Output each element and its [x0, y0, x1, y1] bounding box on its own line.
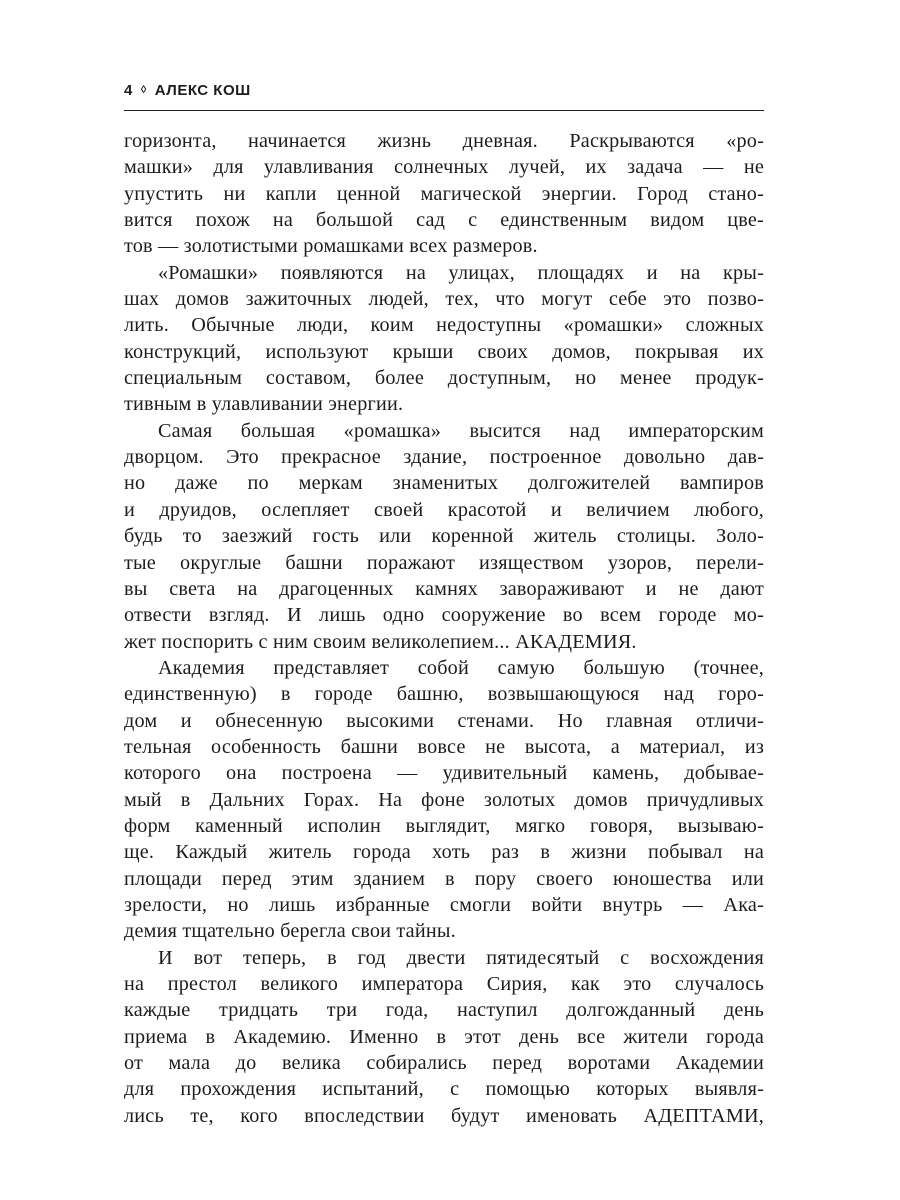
text-line: специальным составом, более доступным, но менее продук- — [124, 367, 764, 390]
text-line: упустить ни капли ценной магической энергии. Город стано- — [124, 182, 764, 205]
text-line: шах домов зажиточных людей, тех, что могут себе это позво- — [124, 288, 764, 311]
text-line: приема в Академию. Именно в этот день все жители города — [124, 1025, 764, 1048]
text-line: «Ромашки» появляются на улицах, площадях и на кры- — [158, 261, 764, 284]
text-line: зрелости, но лишь избранные смогли войти внутрь — Ака- — [124, 893, 764, 916]
text-line: жет поспорить с ним своим великолепием... АКАДЕМИЯ. — [124, 630, 637, 653]
author-name: АЛЕКС КОШ — [154, 82, 251, 99]
body-text — [124, 128, 764, 1129]
text-line: дом и обнесенную высокими стенами. Но главная отличи- — [124, 709, 764, 732]
text-line: ще. Каждый житель города хоть раз в жизни побывал на — [124, 841, 764, 864]
text-line: Самая большая «ромашка» высится над императорским — [158, 419, 764, 442]
text-line: форм каменный исполин выглядит, мягко говоря, вызываю- — [124, 814, 764, 837]
text-line: и друидов, ослепляет своей красотой и величием любого, — [124, 498, 764, 521]
text-line: лить. Обычные люди, коим недоступны «ромашки» сложных — [124, 314, 764, 337]
text-line: от мала до велика собирались перед воротами Академии — [124, 1052, 764, 1075]
text-line: вится похож на большой сад с единственным видом цве- — [124, 209, 764, 232]
text-line: Академия представляет собой самую большую (точнее, — [158, 656, 764, 679]
text-line: горизонта, начинается жизнь дневная. Раскрываются «ро- — [124, 130, 764, 152]
text-line: но даже по меркам знаменитых долгожителей вампиров — [124, 472, 764, 495]
text-line: вы света на драгоценных камнях завораживают и не дают — [124, 577, 764, 600]
text-line: единственную) в городе башню, возвышающуюся над горо- — [124, 683, 764, 706]
text-line: мый в Дальних Горах. На фоне золотых домов причудливых — [124, 788, 764, 811]
text-line: дворцом. Это прекрасное здание, построенное довольно дав- — [124, 446, 764, 469]
text-line: тивным в улавливании энергии. — [124, 393, 404, 416]
header-rule — [124, 110, 764, 111]
running-head — [124, 82, 251, 99]
text-line: машки» для улавливания солнечных лучей, их задача — не — [124, 156, 764, 179]
text-line: И вот теперь, в год двести пятидесятый с восхождения — [158, 946, 764, 969]
text-line: тельная особенность башни вовсе не высота, а материал, из — [124, 735, 764, 758]
text-line: конструкций, используют крыши своих домов, покрывая их — [124, 340, 764, 363]
text-line: будь то заезжий гость или коренной житель столицы. Золо- — [124, 525, 764, 548]
text-line: лись те, кого впоследствии будут именовать АДЕПТАМИ, — [124, 1104, 764, 1127]
diamond-separator-icon: ◊ — [140, 84, 147, 96]
text-line: тов — золотистыми ромашками всех размеров. — [124, 235, 538, 258]
text-line: которого она построена — удивительный камень, добывае- — [124, 762, 764, 785]
text-line: каждые тридцать три года, наступил долгожданный день — [124, 999, 764, 1022]
text-line: тые округлые башни поражают изяществом узоров, перели- — [124, 551, 764, 574]
text-line: площади перед этим зданием в пору своего юношества или — [124, 867, 764, 890]
text-line: отвести взгляд. И лишь одно сооружение во всем городе мо- — [124, 604, 764, 627]
text-line: для прохождения испытаний, с помощью которых выявля- — [124, 1078, 764, 1101]
text-line: на престол великого императора Сирия, как это случалось — [124, 973, 764, 995]
page-number: 4 — [124, 82, 133, 99]
text-line: демия тщательно берегла свои тайны. — [124, 920, 456, 943]
